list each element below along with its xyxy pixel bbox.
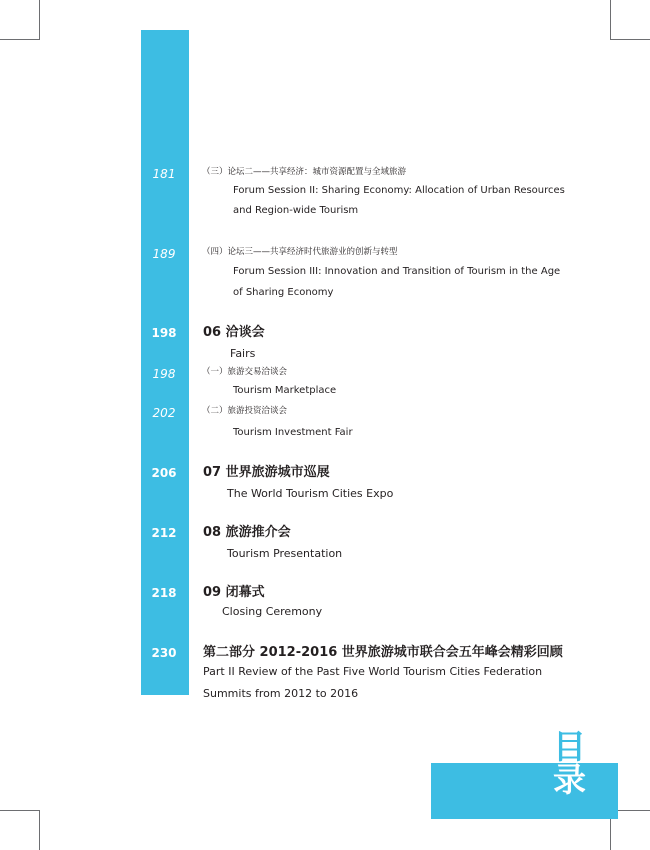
crop-mark [0, 39, 40, 40]
toc-entry-zh: 09 闭幕式 [203, 585, 265, 600]
toc-entry-en: Tourism Investment Fair [233, 427, 353, 438]
toc-entry-zh: 第二部分 2012-2016 世界旅游城市联合会五年峰会精彩回顾 [203, 645, 563, 660]
toc-tab [431, 760, 618, 819]
crop-mark [39, 0, 40, 40]
toc-entry-en: Forum Session II: Sharing Economy: Allocation of Urban Resources [233, 185, 565, 196]
crop-mark [610, 39, 650, 40]
toc-title [553, 727, 586, 799]
toc-title-char: 录 [553, 760, 586, 799]
toc-page-number: 230 [151, 646, 177, 660]
toc-page-number: 218 [151, 586, 177, 600]
toc-entry-zh: （三）论坛二——共享经济：城市资源配置与全域旅游 [202, 167, 407, 177]
crop-mark [610, 0, 611, 40]
toc-entry-en: Tourism Marketplace [233, 385, 337, 396]
toc-entry-zh: 07 世界旅游城市巡展 [203, 465, 330, 480]
toc-entry-en: and Region-wide Tourism [233, 205, 359, 216]
toc-page-number: 206 [151, 466, 177, 480]
toc-entry-zh: （四）论坛三——共享经济时代旅游业的创新与转型 [202, 247, 398, 257]
toc-entry-en: Tourism Presentation [227, 547, 343, 560]
toc-entry-en: of Sharing Economy [233, 287, 334, 298]
toc-entry-en: The World Tourism Cities Expo [227, 487, 394, 500]
toc-entry-zh: 06 洽谈会 [203, 325, 265, 340]
toc-page-number: 198 [152, 367, 176, 381]
crop-mark [39, 810, 40, 850]
toc-entry-zh: 08 旅游推介会 [203, 525, 291, 540]
toc-page-number: 202 [152, 406, 176, 420]
toc-entry-en: Forum Session III: Innovation and Transition of Tourism in the Age [233, 266, 561, 277]
toc-page-number: 189 [152, 247, 176, 261]
crop-mark [0, 810, 40, 811]
toc-entry-en: Part II Review of the Past Five World Tourism Cities Federation [203, 665, 543, 678]
toc-page-number: 212 [151, 526, 177, 540]
toc-entry-en: Closing Ceremony [222, 605, 323, 618]
toc-entry-zh: （一）旅游交易洽谈会 [202, 367, 288, 377]
toc-entry-zh: （二）旅游投资洽谈会 [202, 406, 288, 416]
toc-page-number: 181 [152, 167, 176, 181]
toc-title-char: 目 [553, 727, 586, 766]
toc-entry-en: Summits from 2012 to 2016 [203, 687, 359, 700]
toc-entry-en: Fairs [230, 347, 256, 360]
toc-page-number: 198 [151, 326, 177, 340]
